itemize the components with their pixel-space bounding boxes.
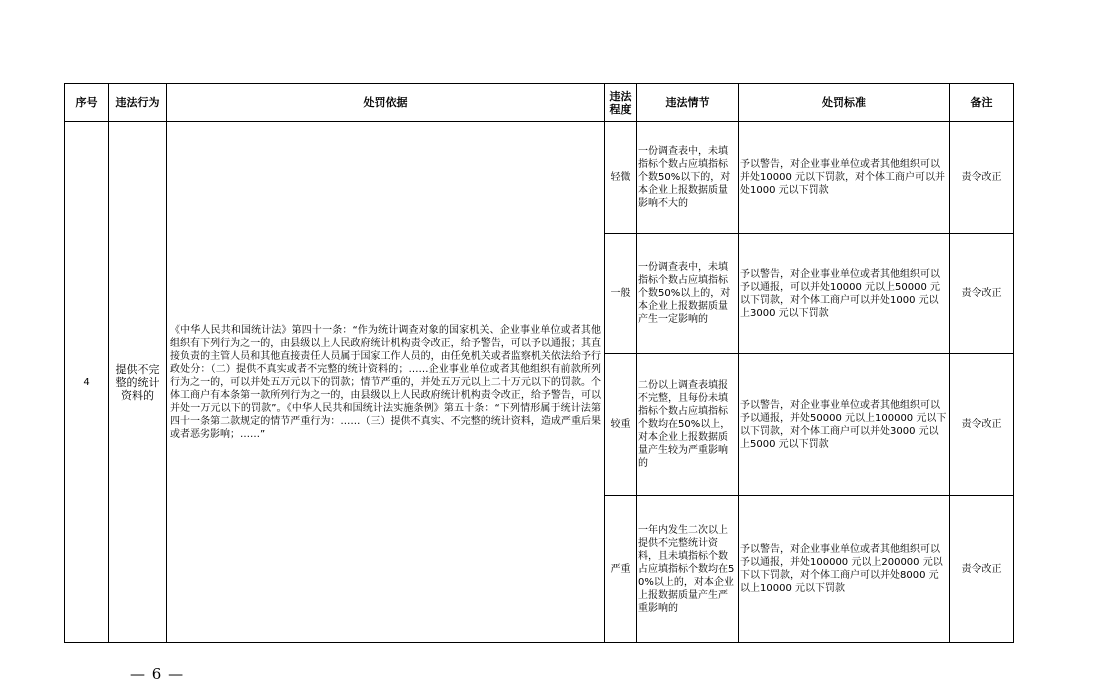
header-penalty-standard: 处罚标准 [739,84,950,122]
page-number: — 6 — [130,665,185,683]
remark-cell: 责令改正 [950,234,1014,353]
header-seq: 序号 [65,84,109,122]
row-penalty-basis: 《中华人民共和国统计法》第四十一条：“作为统计调查对象的国家机关、企业事业单位或者其他组织有下列行为之一的，由县级以上人民政府统计机构责令改正，给予警告，可以予以通报；其直接负责的主管人员和其他直接责任人员属于国家工作人员的，由任免机关或者监察机关依法给予行政处分：（二）提供不真实或者不完整的统计资料的；……企业事业单位或者其他组织有前款所列行为之一的，可以并处五万元以下的罚款；情节严重的，并处五万元以上二十万元以下的罚款。个体工商户有本条第一款所列行为之一的，由县级以上人民政府统计机构责令改正，给予警告，可以并处一万元以下的罚款”。《中华人民共和国统计法实施条例》第五十条：“下列情形属于统计法第四十一条第二款规定的情节严重行为：……（三）提供不真实、不完整的统计资料，造成严重后果或者恶劣影响；……” [167,122,605,643]
header-illegal-act: 违法行为 [109,84,167,122]
header-remark: 备注 [950,84,1014,122]
standard-cell: 予以警告，对企业事业单位或者其他组织可以予以通报，可以并处10000 元以上50000 元以下罚款，对个体工商户可以并处1000 元以上3000 元以下罚款 [739,234,950,353]
row-illegal-act: 提供不完整的统计资料的 [109,122,167,643]
standard-cell: 予以警告，对企业事业单位或者其他组织可以并处10000 元以下罚款，对个体工商户可以并处1000 元以下罚款 [739,122,950,234]
degree-cell: 一般 [605,234,637,353]
degree-cell: 严重 [605,496,637,643]
standard-cell: 予以警告，对企业事业单位或者其他组织可以予以通报，并处100000 元以上200000 元以下以下罚款，对个体工商户可以并处8000 元以上10000 元以下罚款 [739,496,950,643]
degree-cell: 轻微 [605,122,637,234]
remark-cell: 责令改正 [950,122,1014,234]
remark-cell: 责令改正 [950,496,1014,643]
header-violation-degree: 违法程度 [605,84,637,122]
degree-cell: 较重 [605,353,637,496]
circumstance-cell: 一份调查表中，未填指标个数占应填指标个数50%以上的，对本企业上报数据质量产生一定影响的 [637,234,739,353]
table-row [65,122,1014,234]
row-seq: 4 [65,122,109,643]
remark-cell: 责令改正 [950,353,1014,496]
circumstance-cell: 一年内发生二次以上提供不完整统计资料，且未填指标个数占应填指标个数均在50%以上的，对本企业上报数据质量产生严重影响的 [637,496,739,643]
circumstance-cell: 一份调查表中，未填指标个数占应填指标个数50%以下的，对本企业上报数据质量影响不大的 [637,122,739,234]
circumstance-cell: 二份以上调查表填报不完整，且每份未填指标个数占应填指标个数均在50%以上，对本企业上报数据质量产生较为严重影响的 [637,353,739,496]
penalty-standards-table [64,83,1014,643]
table-header-row [65,84,1014,122]
header-circumstance: 违法情节 [637,84,739,122]
header-penalty-basis: 处罚依据 [167,84,605,122]
standard-cell: 予以警告，对企业事业单位或者其他组织可以予以通报，并处50000 元以上100000 元以下以下罚款，对个体工商户可以并处3000 元以上5000 元以下罚款 [739,353,950,496]
